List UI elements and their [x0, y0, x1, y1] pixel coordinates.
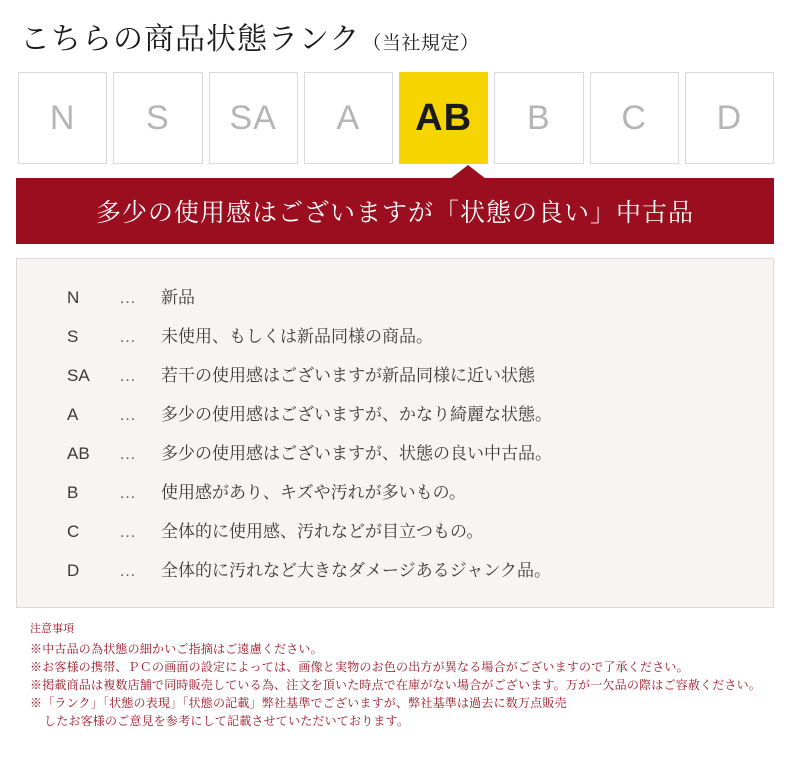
- rank-label: N: [67, 288, 80, 307]
- rank-description-text: 未使用、もしくは新品同様の商品。: [161, 327, 433, 346]
- rank-description-row: [17, 556, 773, 581]
- rank-description-row: [17, 361, 773, 386]
- banner-pointer-icon: [450, 165, 486, 179]
- page-title-sub: （当社規定）: [362, 33, 480, 54]
- page-title: [16, 0, 774, 58]
- rank-description-row: [17, 478, 773, 503]
- rank-box-n[interactable]: N: [18, 72, 107, 164]
- rank-description-text: 全体的に使用感、汚れなどが目立つもの。: [161, 522, 484, 541]
- rank-label: B: [67, 483, 79, 502]
- rank-description-text: 多少の使用感はございますが、状態の良い中古品。: [161, 444, 552, 463]
- rank-description-text: 全体的に汚れなど大きなダメージあるジャンク品。: [161, 561, 551, 580]
- rank-description-text: 新品: [161, 288, 195, 307]
- rank-label: A: [67, 405, 79, 424]
- rank-dots: …: [119, 366, 138, 385]
- note-line: したお客様のご意見を参考にして記載させていただいております。: [44, 714, 410, 728]
- rank-description-panel: [16, 258, 774, 608]
- rank-description-text: 使用感があり、キズや汚れが多いもの。: [161, 483, 466, 502]
- rank-dots: …: [119, 444, 138, 463]
- rank-description-row: [17, 517, 773, 542]
- rank-label: S: [67, 327, 79, 346]
- rank-box-b[interactable]: B: [494, 72, 583, 164]
- notes-section: [16, 620, 774, 730]
- rank-description-row: [17, 322, 773, 347]
- rank-box-ab-selected[interactable]: AB: [399, 72, 488, 164]
- rank-description-text: 多少の使用感はございますが、かなり綺麗な状態。: [161, 405, 552, 424]
- rank-label: AB: [67, 444, 90, 463]
- rank-label: D: [67, 561, 80, 580]
- rank-scale: [16, 72, 774, 164]
- notes-title: 注意事項: [30, 623, 74, 635]
- note-line: ※「ランク」「状態の表現」「状態の記載」弊社基準でございますが、弊社基準は過去に数万点販売: [30, 696, 567, 710]
- rank-box-a[interactable]: A: [304, 72, 393, 164]
- rank-label: SA: [67, 366, 90, 385]
- note-line: ※中古品の為状態の細かいご指摘はご遠慮ください。: [30, 642, 323, 656]
- rank-dots: …: [119, 405, 138, 424]
- page-title-main: こちらの商品状態ランク: [20, 23, 361, 56]
- rank-box-s[interactable]: S: [113, 72, 202, 164]
- rank-box-sa[interactable]: SA: [209, 72, 298, 164]
- note-line: ※お客様の携帯、ＰＣの画面の設定によっては、画像と実物のお色の出方が異なる場合がございますので了承ください。: [30, 660, 689, 674]
- rank-box-d[interactable]: D: [685, 72, 774, 164]
- rank-dots: …: [119, 288, 138, 307]
- note-line: ※掲載商品は複数店舗で同時販売している為、注文を頂いた時点で在庫がない場合がございます。万が一欠品の際はご容赦ください。: [30, 678, 762, 692]
- rank-description-row: [17, 439, 773, 464]
- rank-description-row: [17, 400, 773, 425]
- rank-dots: …: [119, 483, 138, 502]
- rank-description-text: 若干の使用感はございますが新品同様に近い状態: [161, 366, 535, 385]
- rank-dots: …: [119, 327, 138, 346]
- banner-text: 多少の使用感はございますが「状態の良い」中古品: [16, 178, 774, 244]
- rank-dots: …: [119, 561, 138, 580]
- rank-label: C: [67, 522, 80, 541]
- rank-dots: …: [119, 522, 138, 541]
- rank-box-c[interactable]: C: [590, 72, 679, 164]
- rank-description-row: [17, 283, 773, 308]
- selected-rank-banner: [16, 178, 774, 244]
